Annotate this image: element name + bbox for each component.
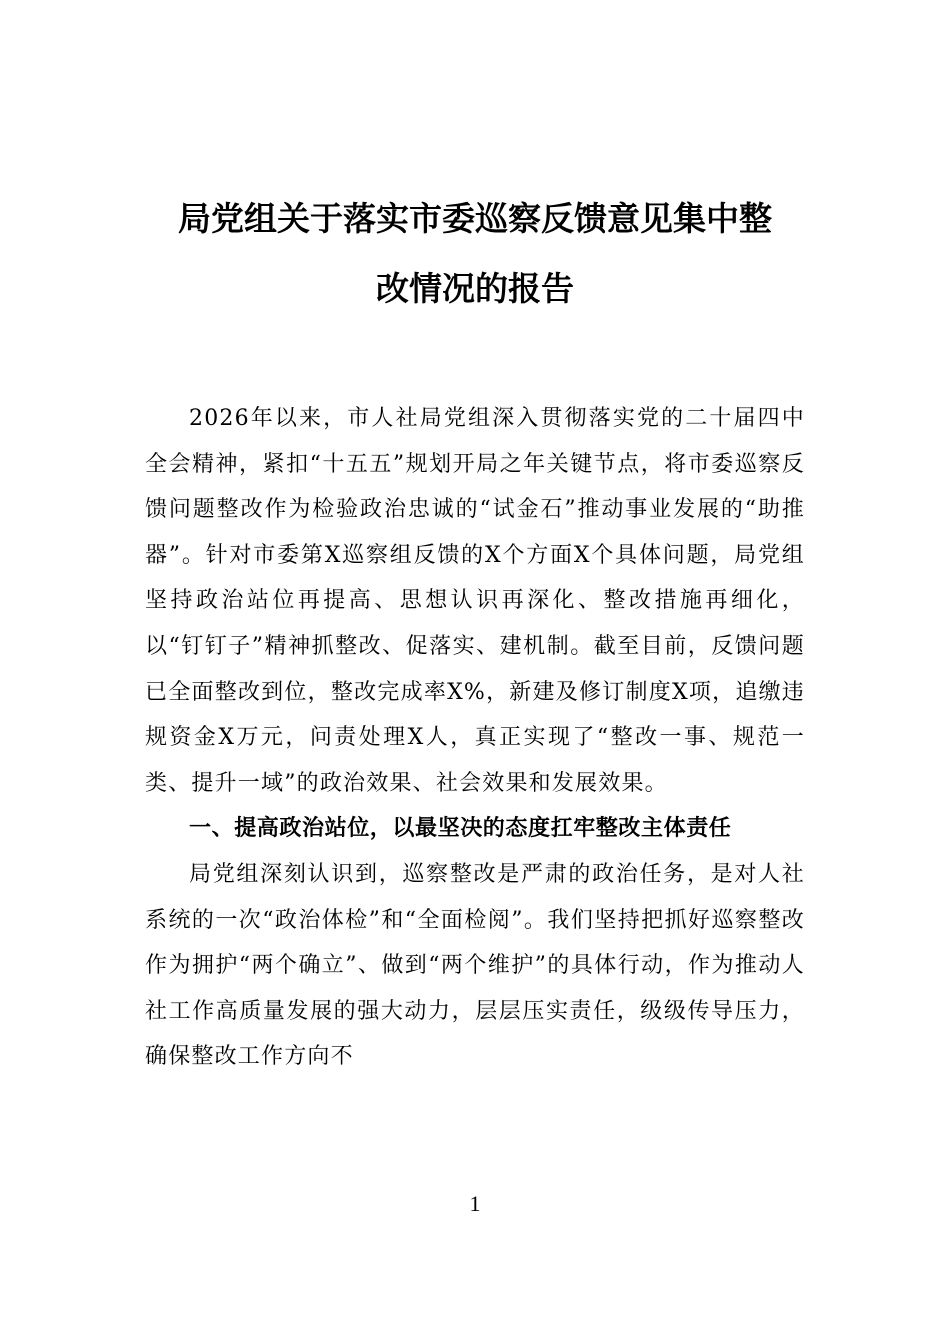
section-1-paragraph: 局党组深刻认识到，巡察整改是严肃的政治任务，是对人社系统的一次“政治体检”和“全面检阅”。我们坚持把抓好巡察整改作为拥护“两个确立”、做到“两个维护”的具体行动，作为推动人社工作高质量发展的强大动力，层层压实责任，级级传导压力，确保整改工作方向不 [145, 861, 805, 1070]
intro-paragraph: 2026年以来，市人社局党组深入贯彻落实党的二十届四中全会精神，紧扣“十五五”规划开局之年关键节点，将市委巡察反馈问题整改作为检验政治忠诚的“试金石”推动事业发展的“助推器”。针对市委第X巡察组反馈的X个方面X个具体问题，局党组坚持政治站位再提高、思想认识再深化、整改措施再细化，以“钉钉子”精神抓整改、促落实、建机制。截至目前，反馈问题已全面整改到位，整改完成率X%，新建及修订制度X项，追缴违规资金X万元，问责处理X人，真正实现了“整改一事、规范一类、提升一域”的政治效果、社会效果和发展效果。 [145, 406, 805, 796]
document-title-line-2: 改情况的报告 [376, 269, 574, 308]
document-body [145, 396, 805, 1080]
section-heading-1: 一、提高政治站位，以最坚决的态度扛牢整改主体责任 [189, 816, 732, 842]
page-number: 1 [469, 1191, 481, 1216]
document-title-line-1: 局党组关于落实市委巡察反馈意见集中整 [178, 199, 772, 238]
